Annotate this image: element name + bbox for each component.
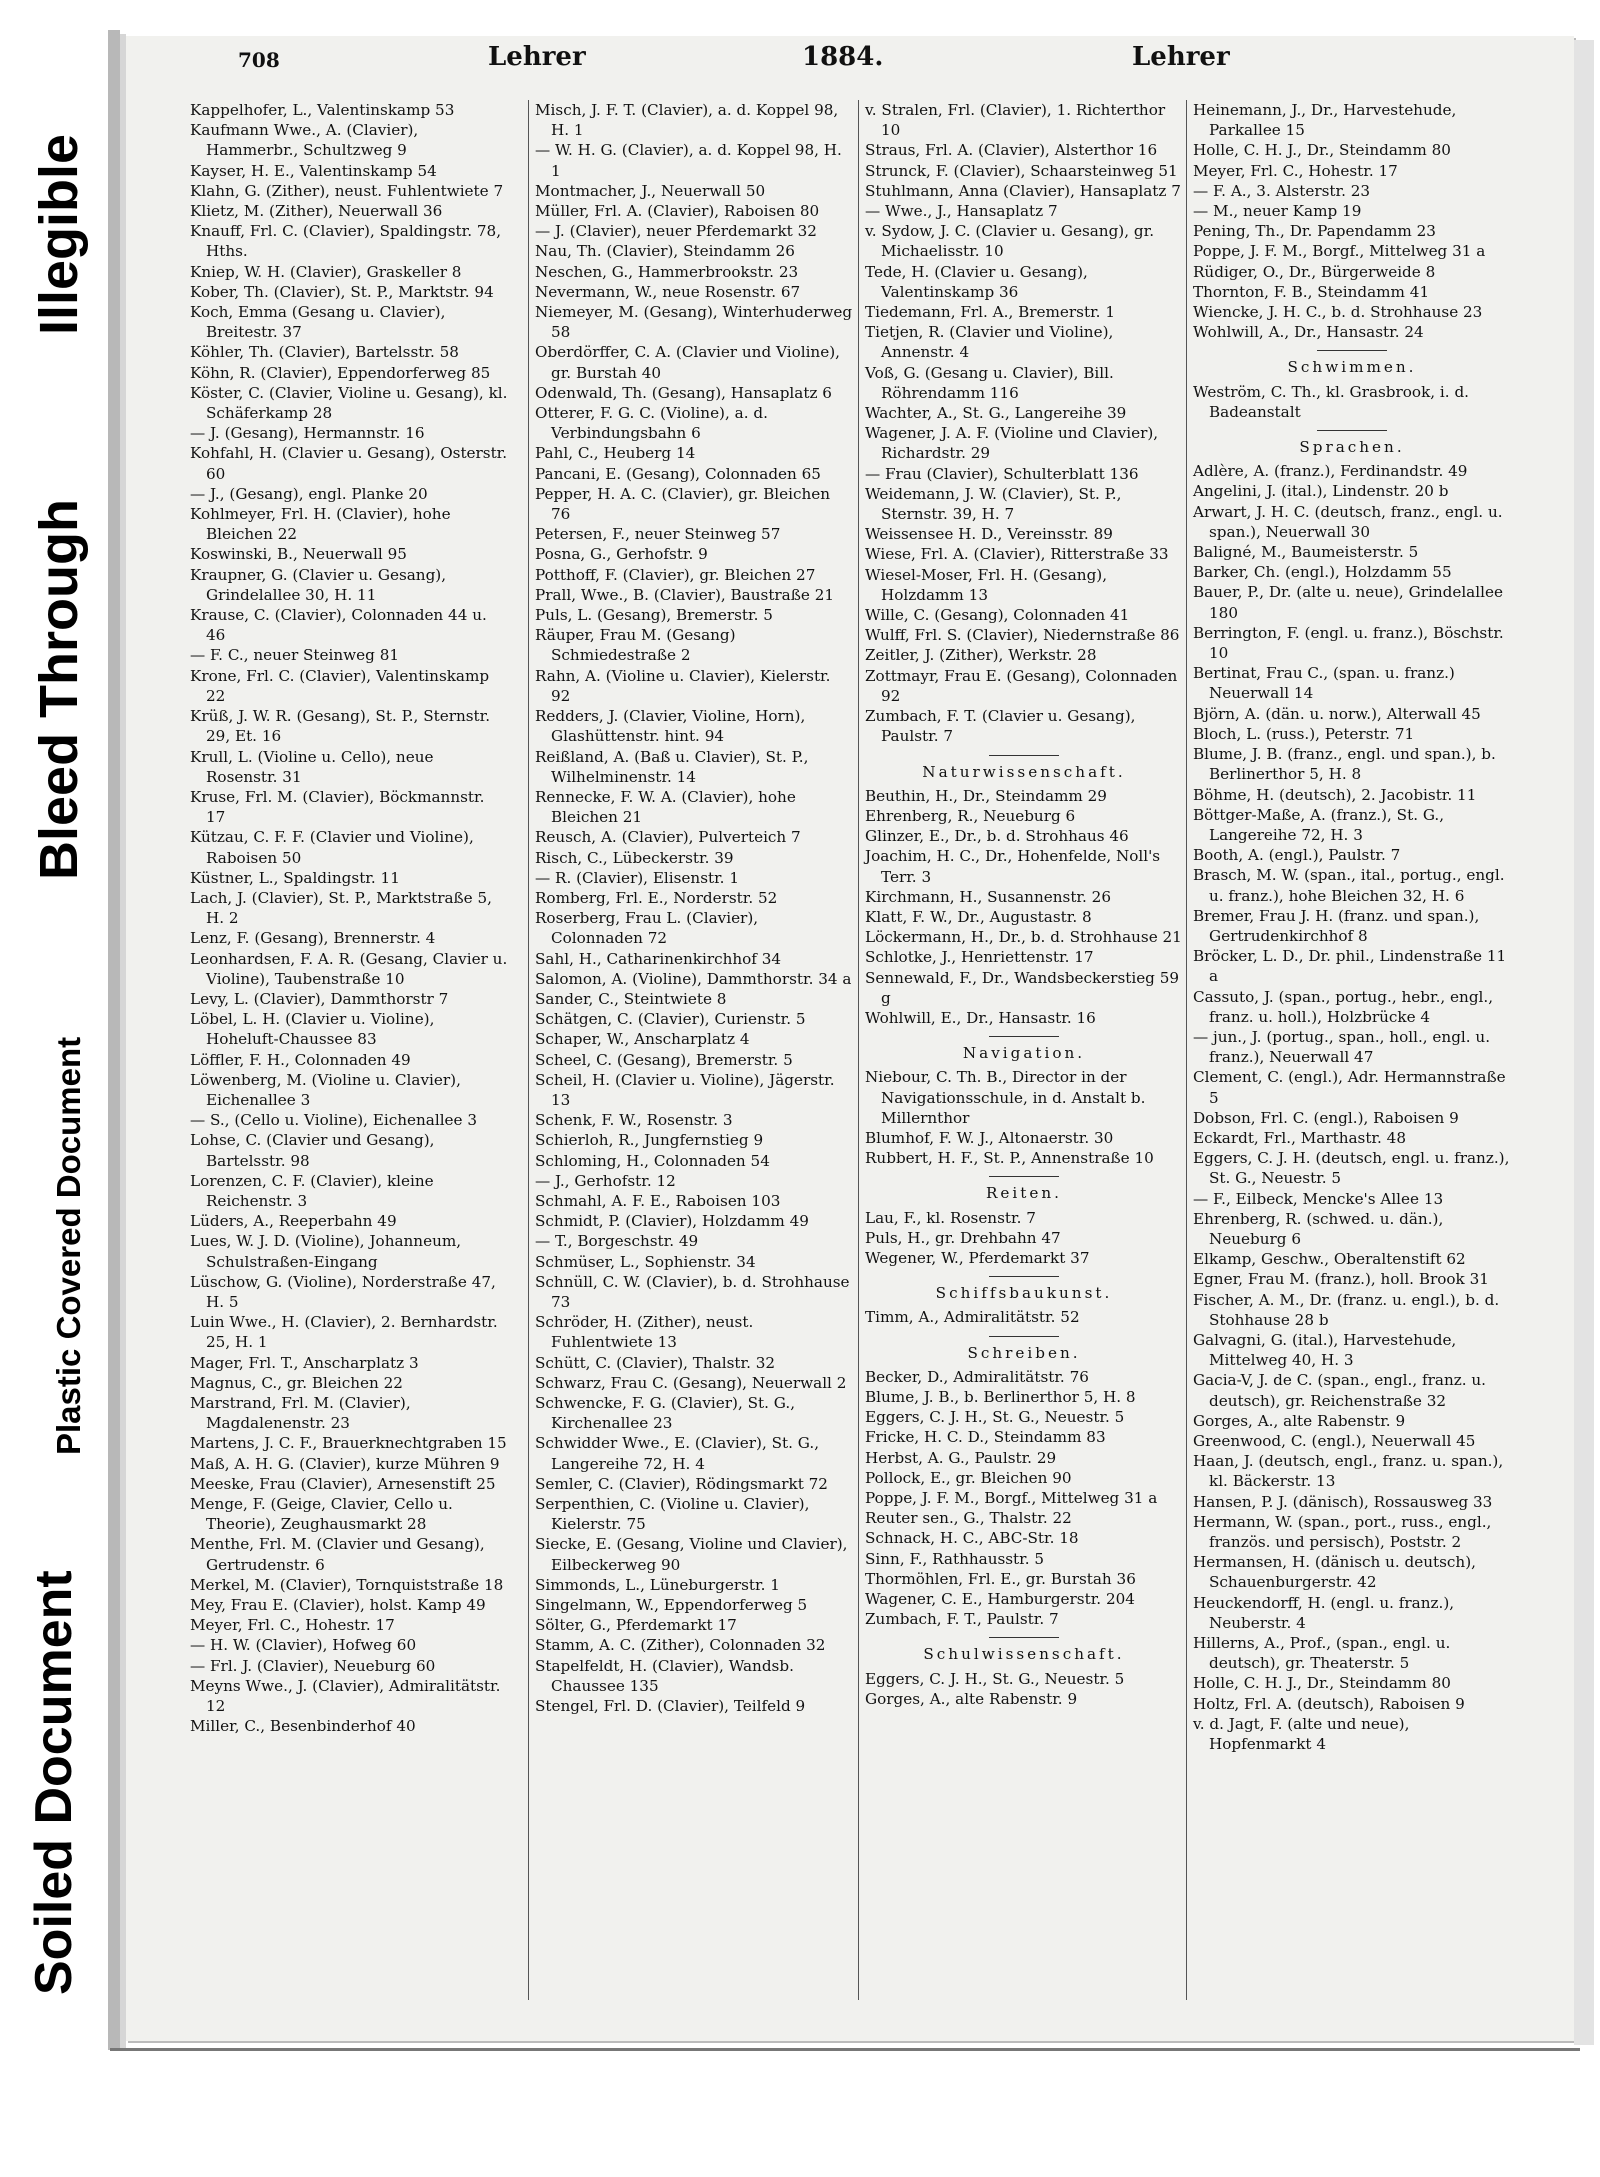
directory-entry: Scheel, C. (Gesang), Bremerstr. 5 [535, 1050, 793, 1069]
directory-entry: Böttger-Maße, A. (franz.), St. G., Langereihe 72, H. 3 [1193, 805, 1445, 844]
directory-entry: Rubbert, H. F., St. P., Annenstraße 10 [865, 1149, 1154, 1168]
directory-entry: Heinemann, J., Dr., Harvestehude, Parkallee 15 [1193, 101, 1457, 140]
directory-entry: Wohlwill, A., Dr., Hansastr. 24 [1193, 323, 1424, 342]
directory-entry: Serpenthien, C. (Violine u. Clavier), Kielerstr. 75 [535, 1495, 810, 1534]
directory-entry: Nevermann, W., neue Rosenstr. 67 [535, 282, 801, 301]
directory-entry: Schnack, H. C., ABC-Str. 18 [865, 1529, 1079, 1548]
directory-entry: Poppe, J. F. M., Borgf., Mittelweg 31 a [865, 1489, 1158, 1507]
directory-entry: Holle, C. H. J., Dr., Steindamm 80 [1193, 141, 1451, 160]
running-head-right: Lehrer [1132, 42, 1230, 72]
directory-entry: Ehrenberg, R. (schwed. u. dän.), Neueburg 6 [1193, 1209, 1444, 1248]
directory-entry: Otterer, F. G. C. (Violine), a. d. Verbindungsbahn 6 [535, 404, 768, 443]
illegible-stamp: Illegible [29, 133, 89, 335]
directory-entry: — Frau (Clavier), Schulterblatt 136 [865, 464, 1139, 483]
directory-entry: Schätgen, C. (Clavier), Curienstr. 5 [535, 1010, 806, 1029]
directory-entry: — Frl. J. (Clavier), Neueburg 60 [190, 1656, 436, 1675]
directory-entry: Köhn, R. (Clavier), Eppendorferweg 85 [190, 363, 491, 382]
directory-entry: Wiencke, J. H. C., b. d. Strohhause 23 [1193, 303, 1483, 322]
section-rule [989, 755, 1059, 756]
section-rule [989, 1336, 1059, 1337]
directory-entry: Löwenberg, M. (Violine u. Clavier), Eichenallee 3 [190, 1070, 461, 1109]
directory-entry: — jun., J. (portug., span., holl., engl. u. franz.), Neuerwall 47 [1193, 1027, 1491, 1067]
section-rule [989, 1637, 1059, 1638]
section-rule [1317, 430, 1387, 431]
directory-entry: Lohse, C. (Clavier und Gesang), Bartelsstr. 98 [190, 1131, 435, 1170]
directory-entry: Barker, Ch. (engl.), Holzdamm 55 [1193, 563, 1452, 582]
directory-entry: Reusch, A. (Clavier), Pulverteich 7 [535, 828, 801, 847]
directory-entry: Krause, C. (Clavier), Colonnaden 44 u. 46 [190, 606, 487, 645]
column-4 [1186, 100, 1511, 2000]
directory-entry: Simmonds, L., Lüneburgerstr. 1 [535, 1575, 780, 1594]
directory-entry: Stamm, A. C. (Zither), Colonnaden 32 [535, 1636, 826, 1655]
directory-entry: Köhler, Th. (Clavier), Bartelsstr. 58 [190, 343, 459, 362]
directory-entry: v. Stralen, Frl. (Clavier), 1. Richterthor 10 [865, 101, 1166, 140]
directory-entry: Lüders, A., Reeperbahn 49 [190, 1212, 397, 1231]
directory-entry: Siecke, E. (Gesang, Violine und Clavier), Eilbeckerweg 90 [535, 1535, 848, 1574]
directory-entry: Koch, Emma (Gesang u. Clavier), Breitestr. 37 [190, 303, 446, 342]
directory-entry: Puls, L. (Gesang), Bremerstr. 5 [535, 606, 773, 625]
directory-entry: Sölter, G., Pferdemarkt 17 [535, 1616, 737, 1635]
directory-entry: Luin Wwe., H. (Clavier), 2. Bernhardstr. 25, H. 1 [190, 1313, 498, 1352]
directory-entry: Strunck, F. (Clavier), Schaarsteinweg 51 [865, 161, 1178, 180]
running-head-year: 1884. [802, 42, 884, 72]
section-heading-schreiben: Schreiben. [967, 1343, 1081, 1362]
directory-entry: Stapelfeldt, H. (Clavier), Wandsb. Chaussee 135 [535, 1656, 794, 1695]
directory-entry: Wulff, Frl. S. (Clavier), Niedernstraße 86 [865, 626, 1180, 645]
directory-entry: Prall, Wwe., B. (Clavier), Baustraße 21 [535, 585, 835, 604]
section-heading-naturwissenschaft: Naturwissenschaft. [922, 762, 1126, 781]
directory-entry: Schröder, H. (Zither), neust. Fuhlentwiete 13 [535, 1313, 754, 1352]
directory-entry: Lach, J. (Clavier), St. P., Marktstraße 5, H. 2 [190, 888, 492, 928]
directory-entry: Levy, L. (Clavier), Dammthorstr 7 [190, 989, 449, 1008]
directory-entry: — W. H. G. (Clavier), a. d. Koppel 98, H. 1 [535, 141, 842, 180]
directory-entry: v. Sydow, J. C. (Clavier u. Gesang), gr. Michaelisstr. 10 [865, 222, 1155, 261]
directory-entry: Nau, Th. (Clavier), Steindamm 26 [535, 242, 795, 261]
directory-entry: Lau, F., kl. Rosenstr. 7 [865, 1208, 1036, 1227]
directory-entry: Weissensee H. D., Vereinsstr. 89 [865, 525, 1113, 544]
directory-entry: — Wwe., J., Hansaplatz 7 [865, 202, 1058, 221]
directory-entry: Kützau, C. F. F. (Clavier und Violine), Raboisen 50 [190, 828, 474, 867]
directory-entry: — M., neuer Kamp 19 [1193, 202, 1362, 221]
scan-sidebar [0, 0, 104, 2177]
directory-entry: Haan, J. (deutsch, engl., franz. u. span.), kl. Bäckerstr. 13 [1193, 1452, 1504, 1491]
directory-entry: Gacia-V, J. de C. (span., engl., franz. u. deutsch), gr. Reichenstraße 32 [1193, 1371, 1487, 1410]
directory-entry: Köster, C. (Clavier, Violine u. Gesang), kl. Schäferkamp 28 [190, 383, 508, 423]
directory-entry: Stengel, Frl. D. (Clavier), Teilfeld 9 [535, 1697, 806, 1716]
directory-entry: Holle, C. H. J., Dr., Steindamm 80 [1193, 1674, 1451, 1693]
directory-entry: Herbst, A. G., Paulstr. 29 [865, 1448, 1057, 1467]
directory-entry: Thornton, F. B., Steindamm 41 [1193, 282, 1430, 301]
directory-entry: Lüschow, G. (Violine), Norderstraße 47, H. 5 [190, 1272, 496, 1311]
directory-entry: Brasch, M. W. (span., ital., portug., engl. u. franz.), hohe Bleichen 32, H. 6 [1193, 866, 1505, 905]
directory-entry: Fischer, A. M., Dr. (franz. u. engl.), b. d. Stohhause 28 b [1193, 1290, 1500, 1329]
directory-entry: Straus, Frl. A. (Clavier), Alsterthor 16 [865, 141, 1158, 160]
directory-entry: Kober, Th. (Clavier), St. P., Marktstr. 94 [190, 282, 494, 301]
directory-entry: Björn, A. (dän. u. norw.), Alterwall 45 [1193, 704, 1481, 723]
directory-entry: Holtz, Frl. A. (deutsch), Raboisen 9 [1193, 1694, 1465, 1713]
directory-entry: Bröcker, L. D., Dr. phil., Lindenstraße 11 a [1193, 947, 1507, 986]
directory-entry: — J., Gerhofstr. 12 [535, 1171, 676, 1190]
directory-entry: Schmüser, L., Sophienstr. 34 [535, 1252, 756, 1271]
directory-entry: Wachter, A., St. G., Langereihe 39 [865, 404, 1127, 423]
directory-entry: Kirchmann, H., Susannenstr. 26 [865, 887, 1111, 906]
directory-entry: Meyns Wwe., J. (Clavier), Admiralitätstr. 12 [190, 1676, 501, 1716]
directory-entry: Puls, H., gr. Drehbahn 47 [865, 1228, 1061, 1247]
page-bottom-edge [110, 2048, 1580, 2051]
directory-entry: Wagener, C. E., Hamburgerstr. 204 [865, 1590, 1135, 1609]
directory-entry: Heuckendorff, H. (engl. u. franz.), Neuberstr. 4 [1193, 1593, 1455, 1632]
directory-entry: Schenk, F. W., Rosenstr. 3 [535, 1111, 733, 1130]
directory-entry: Romberg, Frl. E., Norderstr. 52 [535, 888, 778, 907]
directory-entry: Leonhardsen, F. A. R. (Gesang, Clavier u. Violine), Taubenstraße 10 [190, 949, 508, 988]
directory-entry: Schütt, C. (Clavier), Thalstr. 32 [535, 1353, 776, 1372]
directory-entry: Redders, J. (Clavier, Violine, Horn), Glashüttenstr. hint. 94 [535, 707, 806, 746]
directory-entry: Schwidder Wwe., E. (Clavier), St. G., Langereihe 72, H. 4 [535, 1434, 820, 1473]
directory-entry: Wagener, J. A. F. (Violine und Clavier), Richardstr. 29 [865, 424, 1159, 463]
directory-entry: Kohlmeyer, Frl. H. (Clavier), hohe Bleichen 22 [190, 505, 451, 544]
directory-entry: Pepper, H. A. C. (Clavier), gr. Bleichen 76 [535, 484, 831, 524]
directory-entry: Miller, C., Besenbinderhof 40 [190, 1717, 416, 1736]
directory-entry: Cassuto, J. (span., portug., hebr., engl., franz. u. holl.), Holzbrücke 4 [1193, 987, 1494, 1026]
directory-entry: Lenz, F. (Gesang), Brennerstr. 4 [190, 929, 436, 948]
directory-entry: Poppe, J. F. M., Borgf., Mittelweg 31 a [1193, 242, 1486, 261]
directory-entry: Meyer, Frl. C., Hohestr. 17 [190, 1616, 395, 1635]
directory-entry: Joachim, H. C., Dr., Hohenfelde, Noll's Terr. 3 [865, 847, 1161, 886]
directory-entry: Arwart, J. H. C. (deutsch, franz., engl. u. span.), Neuerwall 30 [1193, 502, 1503, 541]
directory-entry: Löffler, F. H., Colonnaden 49 [190, 1050, 411, 1069]
directory-entry: Merkel, M. (Clavier), Tornquiststraße 18 [190, 1575, 504, 1594]
directory-entry: Pahl, C., Heuberg 14 [535, 444, 696, 463]
directory-entry: Schmahl, A. F. E., Raboisen 103 [535, 1191, 781, 1210]
directory-entry: Semler, C. (Clavier), Rödingsmarkt 72 [535, 1474, 828, 1493]
directory-entry: Blumhof, F. W. J., Altonaerstr. 30 [865, 1128, 1114, 1147]
directory-entry: Löckermann, H., Dr., b. d. Strohhause 21 [865, 928, 1182, 947]
directory-entry: Salomon, A. (Violine), Dammthorstr. 34 a [535, 969, 852, 988]
directory-entry: Wille, C. (Gesang), Colonnaden 41 [865, 606, 1130, 625]
directory-entry: Niemeyer, M. (Gesang), Winterhuderweg 58 [535, 303, 853, 342]
section-heading-schiffsbaukunst: Schiffsbaukunst. [935, 1284, 1113, 1303]
directory-entry: Niebour, C. Th. B., Director in der Navigationsschule, in d. Anstalt b. Millernthor [865, 1068, 1146, 1127]
plastic-covered-stamp: Plastic Covered Document [50, 1036, 87, 1455]
directory-entry: Pollock, E., gr. Bleichen 90 [865, 1468, 1072, 1487]
directory-entry: Risch, C., Lübeckerstr. 39 [535, 848, 734, 867]
directory-entry: Eggers, C. J. H. (deutsch, engl. u. franz.), St. G., Neuestr. 5 [1193, 1149, 1510, 1188]
directory-entry: Potthoff, F. (Clavier), gr. Bleichen 27 [535, 565, 816, 584]
directory-entry: Schwarz, Frau C. (Gesang), Neuerwall 2 [535, 1373, 847, 1392]
directory-entry: Kniep, W. H. (Clavier), Graskeller 8 [190, 262, 462, 281]
directory-entry: Bertinat, Frau C., (span. u. franz.) Neuerwall 14 [1193, 664, 1455, 703]
directory-entry: Ehrenberg, R., Neueburg 6 [865, 806, 1076, 825]
directory-entry: — J., (Gesang), engl. Planke 20 [190, 484, 428, 503]
directory-entry: Sander, C., Steintwiete 8 [535, 989, 727, 1008]
directory-entry: Pening, Th., Dr. Papendamm 23 [1193, 222, 1436, 241]
directory-entry: Magnus, C., gr. Bleichen 22 [190, 1373, 403, 1392]
directory-entry: Reißland, A. (Baß u. Clavier), St. P., Wilhelminenstr. 14 [535, 747, 809, 786]
page-binding-shadow [108, 30, 120, 2050]
directory-entry: Böhme, H. (deutsch), 2. Jacobistr. 11 [1193, 785, 1477, 804]
directory-entry: Hillerns, A., Prof., (span., engl. u. deutsch), gr. Theaterstr. 5 [1193, 1634, 1451, 1673]
directory-entry: Misch, J. F. T. (Clavier), a. d. Koppel 98, H. 1 [535, 101, 839, 140]
section-heading-schulwissenschaft: Schulwissenschaft. [923, 1645, 1125, 1664]
directory-entry: Klatt, F. W., Dr., Augustastr. 8 [865, 907, 1092, 926]
directory-entry: Sennewald, F., Dr., Wandsbeckerstieg 59 g [865, 968, 1180, 1007]
running-head-left: Lehrer [488, 42, 586, 72]
directory-entry: Bremer, Frau J. H. (franz. und span.), Gertrudenkirchhof 8 [1193, 906, 1480, 945]
directory-entry: Schaper, W., Anscharplatz 4 [535, 1030, 750, 1049]
section-rule [989, 1036, 1059, 1037]
directory-entry: Müller, Frl. A. (Clavier), Raboisen 80 [535, 202, 820, 221]
directory-entry: Clement, C. (engl.), Adr. Hermannstraße 5 [1193, 1068, 1506, 1107]
directory-entry: Eckardt, Frl., Marthastr. 48 [1193, 1128, 1407, 1147]
directory-entry: Voß, G. (Gesang u. Clavier), Bill. Röhrendamm 116 [865, 363, 1114, 402]
directory-entry: Baligné, M., Baumeisterstr. 5 [1193, 543, 1419, 562]
directory-entry: Martens, J. C. F., Brauerknechtgraben 15 [190, 1434, 507, 1453]
directory-entry: Küstner, L., Spaldingstr. 11 [190, 868, 400, 887]
directory-entry: Knauff, Frl. C. (Clavier), Spaldingstr. 78, Hths. [190, 222, 502, 261]
directory-entry: Klietz, M. (Zither), Neuerwall 36 [190, 202, 443, 221]
directory-entry: — R. (Clavier), Elisenstr. 1 [535, 868, 739, 887]
directory-entry: Zumbach, F. T. (Clavier u. Gesang), Paulstr. 7 [865, 707, 1136, 746]
directory-entry: — F. A., 3. Alsterstr. 23 [1193, 181, 1371, 200]
directory-entry: — J. (Gesang), Hermannstr. 16 [190, 424, 425, 443]
directory-entry: Scheil, H. (Clavier u. Violine), Jägerstr. 13 [535, 1070, 835, 1109]
section-heading-navigation: Navigation. [962, 1044, 1086, 1063]
soiled-document-stamp: Soiled Document [25, 1570, 83, 1995]
bleed-through-stamp: Bleed Through [29, 499, 89, 880]
directory-entry: Greenwood, C. (engl.), Neuerwall 45 [1193, 1432, 1476, 1450]
directory-entry: Rennecke, F. W. A. (Clavier), hohe Bleichen 21 [535, 787, 796, 827]
directory-entry: Lorenzen, C. F. (Clavier), kleine Reichenstr. 3 [190, 1171, 434, 1210]
directory-entry: Zottmayr, Frau E. (Gesang), Colonnaden 92 [865, 666, 1178, 705]
directory-entry: Zeitler, J. (Zither), Werkstr. 28 [865, 646, 1097, 665]
directory-entry: Reuter sen., G., Thalstr. 22 [865, 1509, 1072, 1528]
directory-entry: Wegener, W., Pferdemarkt 37 [865, 1248, 1090, 1267]
page-number: 708 [238, 48, 280, 72]
directory-entry: Eggers, C. J. H., St. G., Neuestr. 5 [865, 1669, 1125, 1688]
directory-entry: Sinn, F., Rathhausstr. 5 [865, 1549, 1045, 1568]
directory-entry: Bloch, L. (russ.), Peterstr. 71 [1193, 724, 1415, 743]
directory-entry: Kaufmann Wwe., A. (Clavier), Hammerbr., Schultzweg 9 [190, 121, 419, 160]
directory-entry: Lues, W. J. D. (Violine), Johanneum, Schulstraßen-Eingang [190, 1232, 462, 1271]
directory-entry: Pancani, E. (Gesang), Colonnaden 65 [535, 464, 821, 483]
directory-entry: Timm, A., Admiralitätstr. 52 [865, 1308, 1080, 1327]
directory-entry: Löbel, L. H. (Clavier u. Violine), Hoheluft-Chaussee 83 [190, 1010, 435, 1049]
directory-entry: Becker, D., Admiralitätstr. 76 [865, 1367, 1089, 1386]
directory-entry: Meeske, Frau (Clavier), Arnesenstift 25 [190, 1474, 496, 1493]
section-heading-schwimmen: Schwimmen. [1287, 358, 1417, 377]
directory-entry: Krüß, J. W. R. (Gesang), St. P., Sternstr. 29, Et. 16 [190, 707, 491, 746]
section-rule [1317, 350, 1387, 351]
directory-entry: Petersen, F., neuer Steinweg 57 [535, 525, 781, 544]
directory-entry: Booth, A. (engl.), Paulstr. 7 [1193, 846, 1401, 865]
directory-entry: Neschen, G., Hammerbrookstr. 23 [535, 262, 799, 281]
page-header [110, 42, 1420, 92]
directory-entry: — F., Eilbeck, Mencke's Allee 13 [1193, 1189, 1444, 1208]
directory-entry: Schnüll, C. W. (Clavier), b. d. Strohhause 73 [535, 1272, 850, 1311]
section-heading-sprachen: Sprachen. [1299, 438, 1405, 457]
directory-entry: Blume, J. B. (franz., engl. und span.), b. Berlinerthor 5, H. 8 [1193, 745, 1496, 784]
directory-entry: Posna, G., Gerhofstr. 9 [535, 545, 708, 564]
directory-entry: Weström, C. Th., kl. Grasbrook, i. d. Badeanstalt [1193, 382, 1469, 421]
directory-entry: Hermansen, H. (dänisch u. deutsch), Schauenburgerstr. 42 [1193, 1553, 1476, 1592]
page-edge [1574, 40, 1594, 2045]
directory-entry: Schierloh, R., Jungfernstieg 9 [535, 1131, 764, 1150]
directory-entry: Roserberg, Frau L. (Clavier), Colonnaden 72 [535, 909, 759, 948]
directory-entry: Kappelhofer, L., Valentinskamp 53 [190, 101, 455, 119]
directory-entry: Hermann, W. (span., port., russ., engl., französ. und persisch), Poststr. 2 [1193, 1512, 1492, 1552]
directory-entry: Tiedemann, Frl. A., Bremerstr. 1 [865, 303, 1115, 322]
directory-entry: — J. (Clavier), neuer Pferdemarkt 32 [535, 222, 817, 241]
directory-entry: Blume, J. B., b. Berlinerthor 5, H. 8 [865, 1387, 1136, 1406]
directory-entry: Glinzer, E., Dr., b. d. Strohhaus 46 [865, 827, 1129, 846]
directory-entry: Berrington, F. (engl. u. franz.), Böschstr. 10 [1193, 623, 1504, 663]
directory-entry: Montmacher, J., Neuerwall 50 [535, 181, 766, 200]
directory-entry: Maß, A. H. G. (Clavier), kurze Mühren 9 [190, 1454, 500, 1473]
directory-entry: Sahl, H., Catharinenkirchhof 34 [535, 949, 782, 968]
directory-entry: Krull, L. (Violine u. Cello), neue Rosenstr. 31 [190, 747, 434, 786]
directory-entry: Rahn, A. (Violine u. Clavier), Kielerstr. 92 [535, 666, 831, 705]
directory-entry: — S., (Cello u. Violine), Eichenallee 3 [190, 1111, 478, 1130]
directory-entry: Odenwald, Th. (Gesang), Hansaplatz 6 [535, 383, 832, 402]
directory-entry: Menthe, Frl. M. (Clavier und Gesang), Gertrudenstr. 6 [190, 1535, 485, 1574]
directory-entry: Wohlwill, E., Dr., Hansastr. 16 [865, 1008, 1096, 1027]
directory-entry: Menge, F. (Geige, Clavier, Cello u. Theorie), Zeughausmarkt 28 [190, 1495, 453, 1534]
directory-entry: Meyer, Frl. C., Hohestr. 17 [1193, 161, 1398, 180]
directory-entry: Galvagni, G. (ital.), Harvestehude, Mittelweg 40, H. 3 [1193, 1330, 1457, 1370]
directory-entry: v. d. Jagt, F. (alte und neue), Hopfenmarkt 4 [1193, 1714, 1410, 1754]
directory-entry: Kayser, H. E., Valentinskamp 54 [190, 161, 437, 180]
column-1 [190, 100, 508, 1736]
directory-entry: Klahn, G. (Zither), neust. Fuhlentwiete 7 [190, 181, 504, 200]
directory-entry: Gorges, A., alte Rabenstr. 9 [865, 1689, 1078, 1708]
directory-entry: Rüdiger, O., Dr., Bürgerweide 8 [1193, 262, 1436, 281]
directory-entry: — H. W. (Clavier), Hofweg 60 [190, 1636, 417, 1655]
column-2 [528, 100, 853, 2000]
directory-entry: Schmidt, P. (Clavier), Holzdamm 49 [535, 1212, 809, 1231]
directory-entry: Gorges, A., alte Rabenstr. 9 [1193, 1411, 1406, 1430]
directory-entry: Stuhlmann, Anna (Clavier), Hansaplatz 7 [865, 181, 1181, 200]
directory-entry: Marstrand, Frl. M. (Clavier), Magdalenenstr. 23 [190, 1394, 411, 1433]
directory-entry: Wiese, Frl. A. (Clavier), Ritterstraße 33 [865, 545, 1169, 564]
directory-entry: Fricke, H. C. D., Steindamm 83 [865, 1428, 1106, 1447]
directory-entry: Oberdörffer, C. A. (Clavier und Violine), gr. Burstah 40 [535, 343, 840, 382]
directory-entry: Thormöhlen, Frl. E., gr. Burstah 36 [865, 1569, 1136, 1588]
directory-entry: Räuper, Frau M. (Gesang) Schmiedestraße 2 [535, 626, 736, 665]
directory-entry: Elkamp, Geschw., Oberaltenstift 62 [1193, 1250, 1466, 1269]
directory-entry: Bauer, P., Dr. (alte u. neue), Grindelallee 180 [1193, 583, 1503, 622]
directory-entry: Krone, Frl. C. (Clavier), Valentinskamp 22 [190, 666, 490, 705]
column-3 [858, 100, 1183, 2000]
directory-entry: — T., Borgeschstr. 49 [535, 1232, 699, 1251]
directory-entry: Beuthin, H., Dr., Steindamm 29 [865, 786, 1107, 805]
directory-entry: Kruse, Frl. M. (Clavier), Böckmannstr. 17 [190, 787, 485, 827]
directory-entry: Tietjen, R. (Clavier und Violine), Annenstr. 4 [865, 323, 1114, 362]
directory-entry: Kraupner, G. (Clavier u. Gesang), Grindelallee 30, H. 11 [190, 565, 447, 604]
directory-entry: Schwencke, F. G. (Clavier), St. G., Kirchenallee 23 [535, 1394, 796, 1433]
directory-entry: Schloming, H., Colonnaden 54 [535, 1151, 770, 1170]
directory-entry: Schlotke, J., Henriettenstr. 17 [865, 948, 1094, 967]
directory-entry: Singelmann, W., Eppendorferweg 5 [535, 1596, 808, 1615]
directory-entry: Angelini, J. (ital.), Lindenstr. 20 b [1193, 482, 1449, 501]
directory-entry: — F. C., neuer Steinweg 81 [190, 646, 400, 665]
directory-entry: Adlère, A. (franz.), Ferdinandstr. 49 [1193, 462, 1468, 481]
section-rule [989, 1276, 1059, 1277]
directory-entry: Weidemann, J. W. (Clavier), St. P., Sternstr. 39, H. 7 [865, 484, 1122, 524]
directory-entry: Mey, Frau E. (Clavier), holst. Kamp 49 [190, 1596, 486, 1615]
directory-entry: Zumbach, F. T., Paulstr. 7 [865, 1610, 1059, 1629]
directory-entry: Tede, H. (Clavier u. Gesang), Valentinskamp 36 [865, 262, 1088, 301]
section-heading-reiten: Reiten. [986, 1184, 1062, 1203]
directory-entry: Egner, Frau M. (franz.), holl. Brook 31 [1193, 1270, 1489, 1289]
directory-entry: Kohfahl, H. (Clavier u. Gesang), Osterstr. 60 [190, 444, 508, 483]
section-rule [989, 1176, 1059, 1177]
directory-entry: Eggers, C. J. H., St. G., Neuestr. 5 [865, 1408, 1125, 1427]
directory-entry: Wiesel-Moser, Frl. H. (Gesang), Holzdamm 13 [865, 565, 1108, 604]
directory-entry: Koswinski, B., Neuerwall 95 [190, 545, 407, 564]
directory-entry: Hansen, P. J. (dänisch), Rossausweg 33 [1193, 1492, 1493, 1511]
directory-entry: Dobson, Frl. C. (engl.), Raboisen 9 [1193, 1108, 1459, 1127]
directory-entry: Mager, Frl. T., Anscharplatz 3 [190, 1353, 419, 1372]
